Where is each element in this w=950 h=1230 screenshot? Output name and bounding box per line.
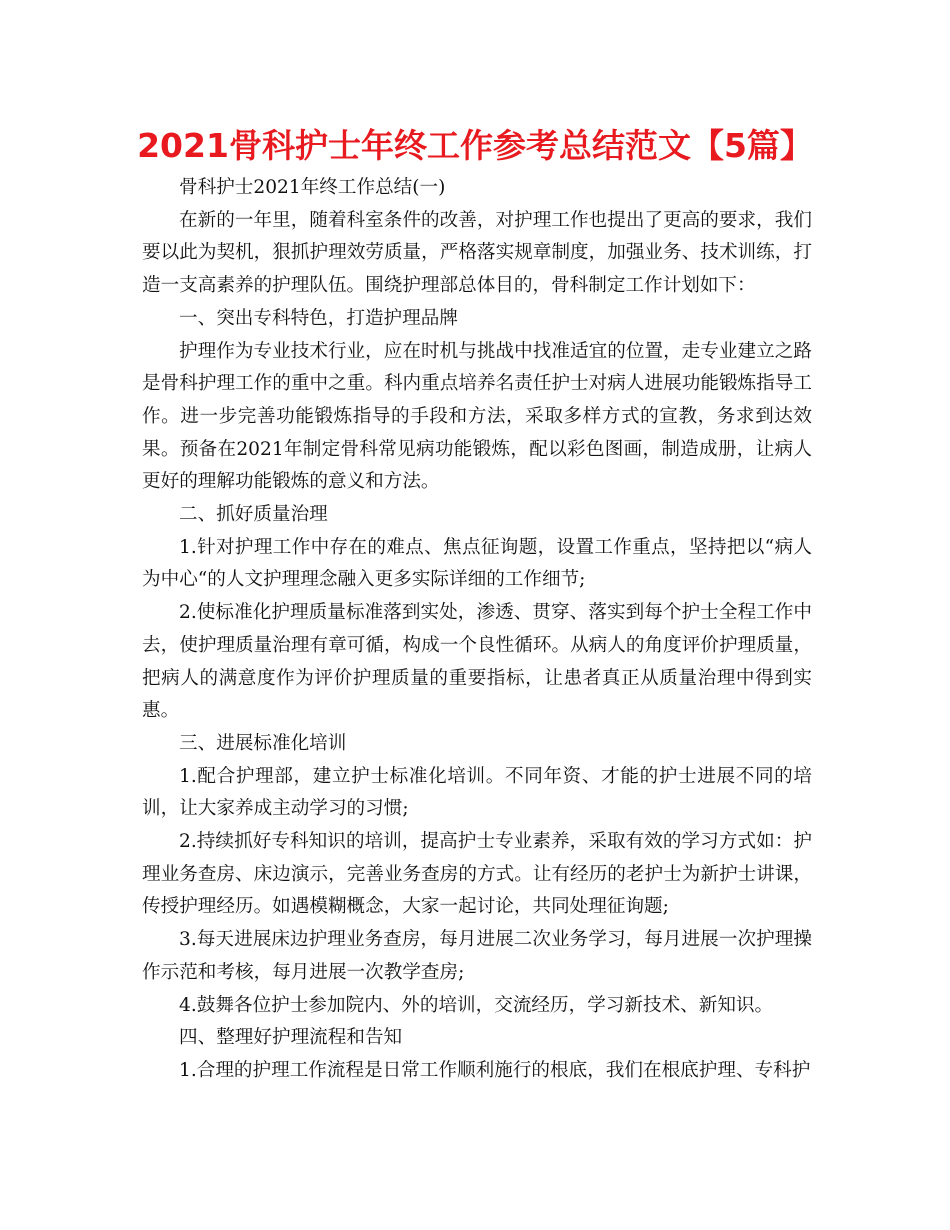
section-heading-1: 一、突出专科特色，打造护理品牌 [179, 307, 458, 329]
list-item: 1.配合护理部，建立护士标准化培训。不同年资、才能的护士进展不同的培训，让大家养成主动学习的习惯; [142, 765, 812, 820]
list-item: 3.每天进展床边护理业务查房，每月进展二次业务学习，每月进展一次护理操作示范和考核，每月进展一次教学查房; [142, 929, 812, 983]
paragraph: 在新的一年里，随着科室条件的改善，对护理工作也提出了更高的要求，我们要以此为契机，狠抓护理效劳质量，严格落实规章制度，加强业务、技术训练，打造一支高素养的护理队伍。围绕护理部总体目的，骨科制定工作计划如下： [142, 209, 812, 297]
subtitle-heading: 骨科护士2021年终工作总结(一) [179, 177, 446, 198]
document-body [142, 172, 812, 1088]
section-heading-3: 三、进展标准化培训 [179, 732, 347, 754]
section-heading-2: 二、抓好质量治理 [179, 504, 328, 526]
list-item: 4.鼓舞各位护士参加院内、外的培训，交流经历，学习新技术、新知识。 [179, 994, 774, 1016]
section-heading-4: 四、整理好护理流程和告知 [179, 1027, 403, 1049]
list-item: 2.持续抓好专科知识的培训，提高护士专业素养，采取有效的学习方式如：护理业务查房、床边演示，完善业务查房的方式。让有经历的老护士为新护士讲课，传授护理经历。如遇模糊概念，大家一起讨论，共同处理征询题; [142, 831, 812, 918]
list-item: 2.使标准化护理质量标准落到实处，渗透、贯穿、落实到每个护士全程工作中去，使护理质量治理有章可循，构成一个良性循环。从病人的角度评价护理质量，把病人的满意度作为评价护理质量的重要指标，让患者真正从质量治理中得到实惠。 [142, 602, 812, 722]
paragraph: 护理作为专业技术行业，应在时机与挑战中找准适宜的位置，走专业建立之路是骨科护理工作的重中之重。科内重点培养名责任护士对病人进展功能锻炼指导工作。进一步完善功能锻炼指导的手段和方法，采取多样方式的宣教，务求到达效果。预备在2021年制定骨科常见病功能锻炼，配以彩色图画，制造成册，让病人更好的理解功能锻炼的意义和方法。 [142, 340, 812, 493]
document-title: 2021骨科护士年终工作参考总结范文【5篇】 [137, 126, 813, 165]
list-item: 1.针对护理工作中存在的难点、焦点征询题，设置工作重点，坚持把以“病人为中心“的人文护理理念融入更多实际详细的工作细节; [142, 536, 812, 591]
list-item: 1.合理的护理工作流程是日常工作顺利施行的根底，我们在根底护理、专科护 [179, 1059, 811, 1081]
